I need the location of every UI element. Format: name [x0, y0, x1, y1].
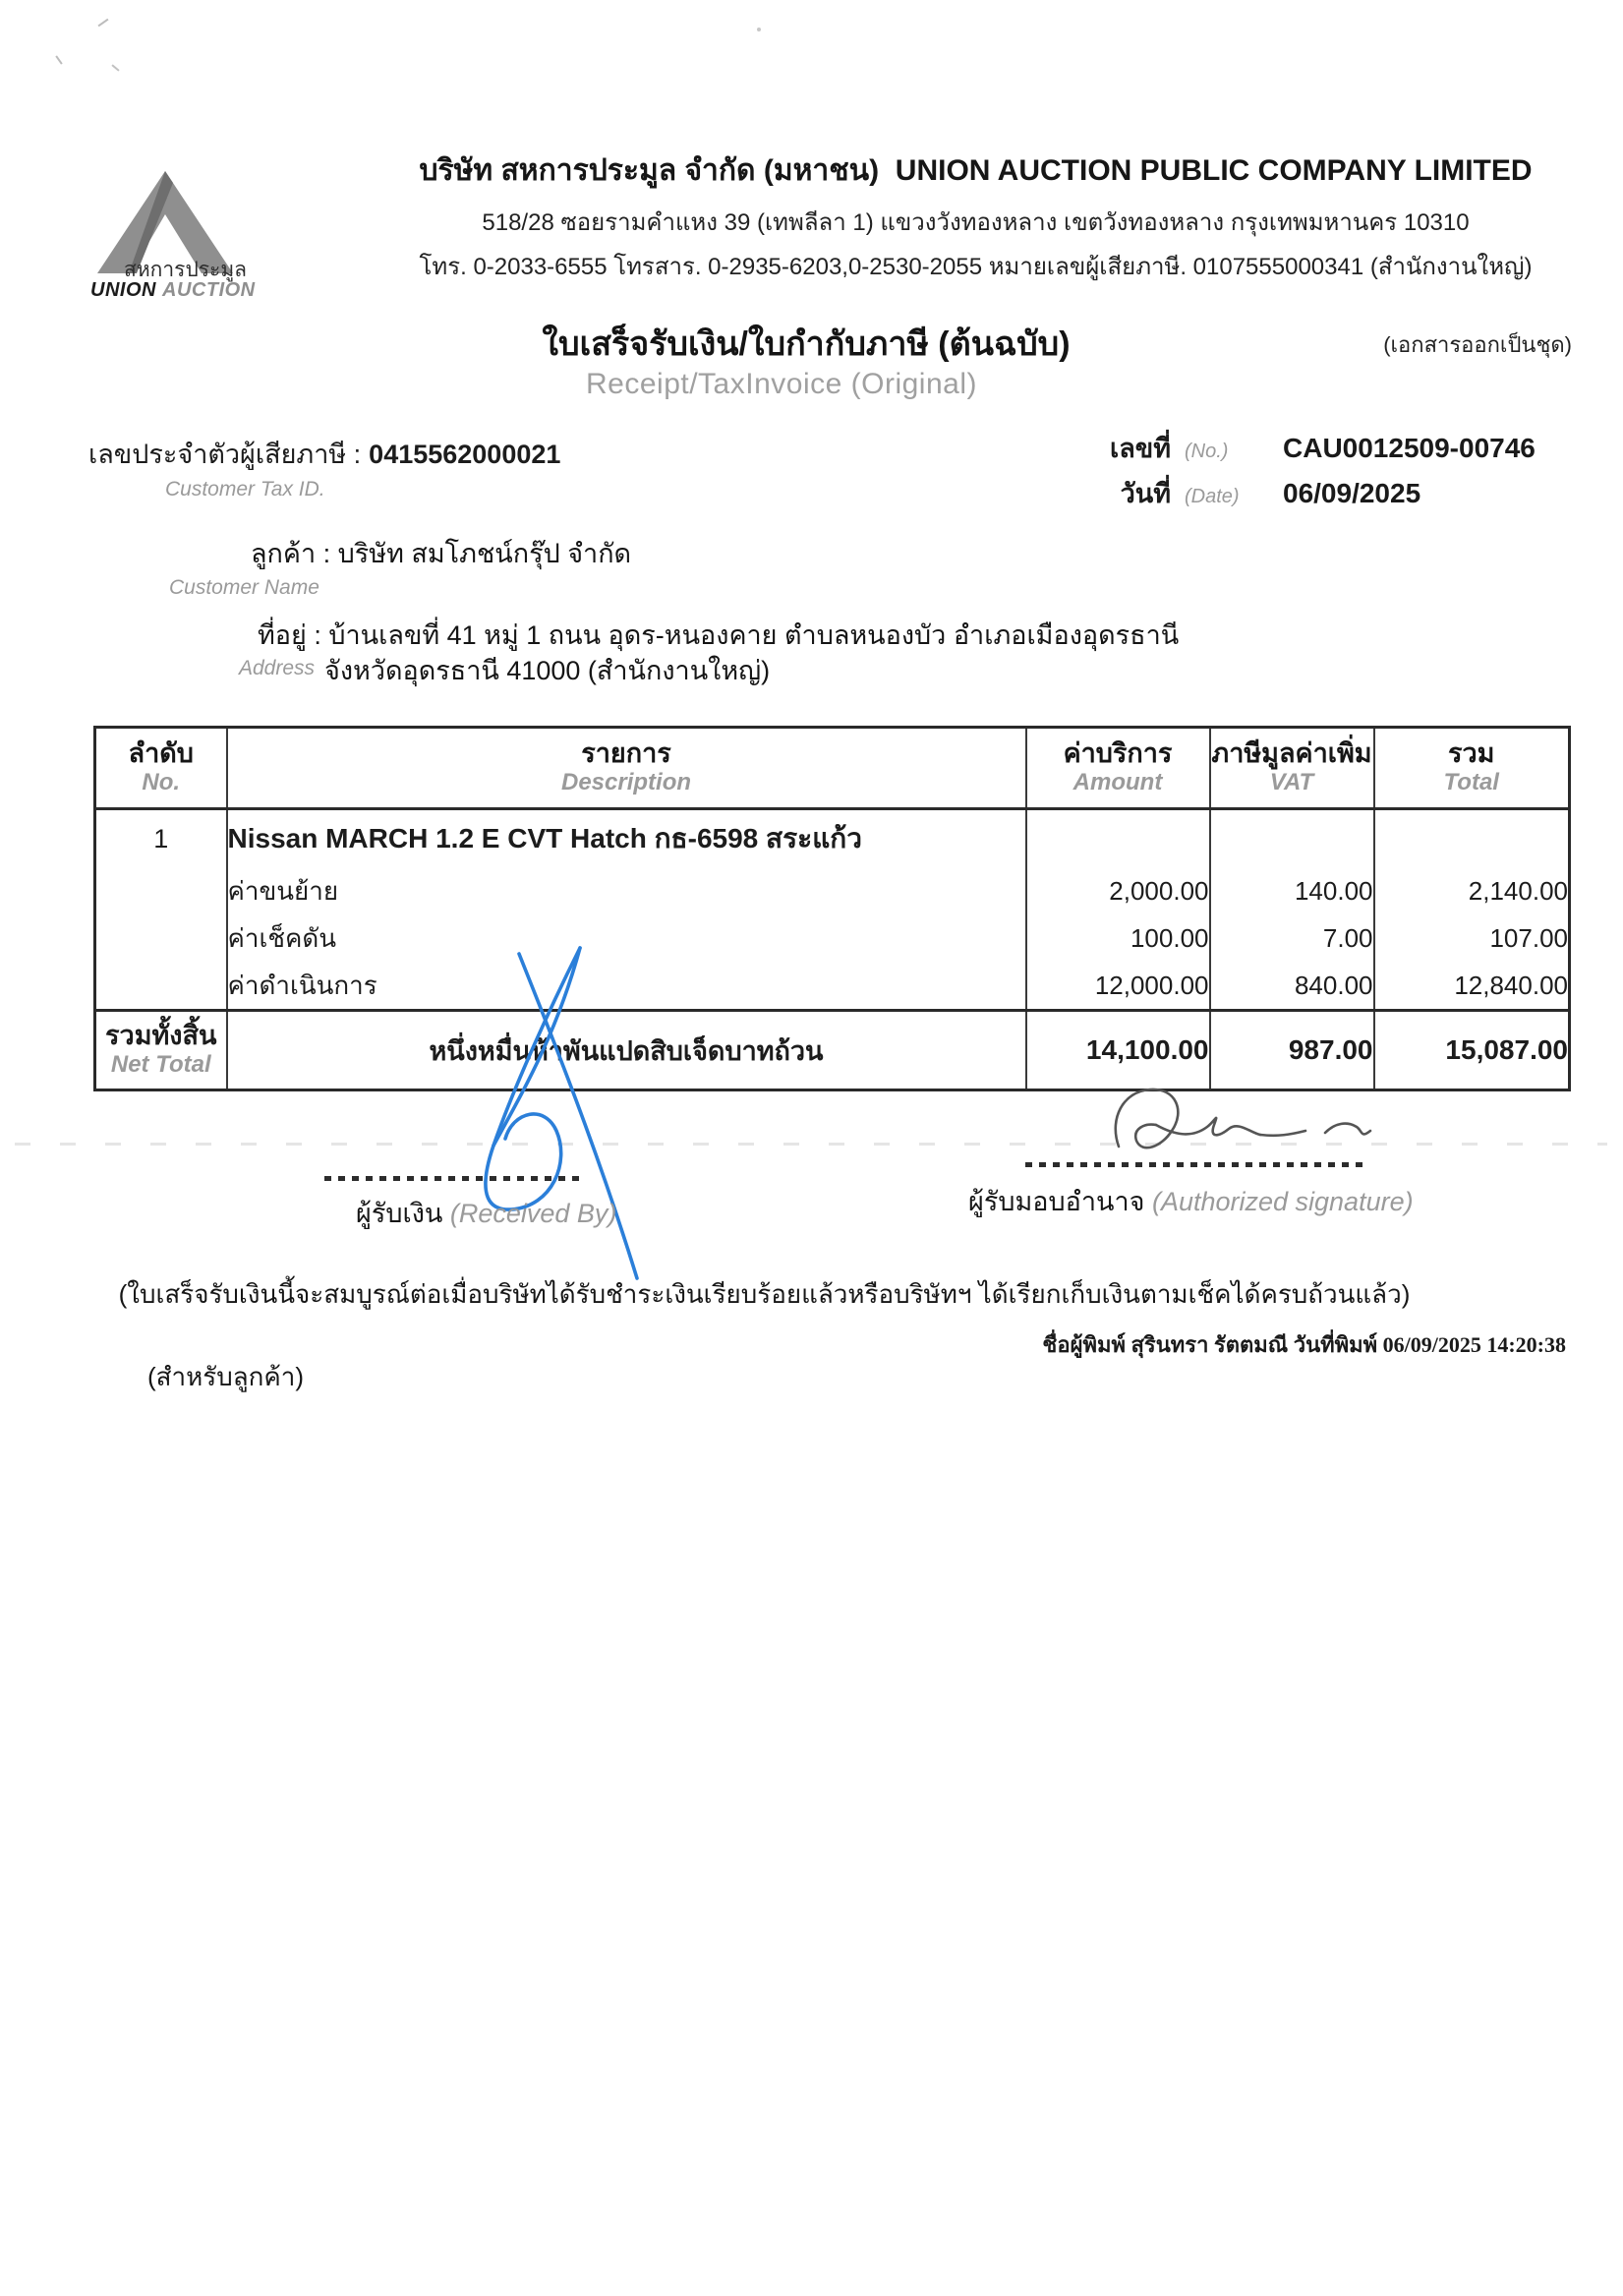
customer-address-label: ที่อยู่ : [258, 620, 321, 650]
company-name-en: UNION AUCTION PUBLIC COMPANY LIMITED [895, 154, 1533, 187]
header-total [1374, 728, 1570, 809]
header-amount-th: ค่าบริการ [1063, 738, 1173, 769]
customer-name-label: ลูกค้า : [251, 539, 331, 568]
received-by-signature-line [324, 1176, 582, 1181]
customer-address-value1: บ้านเลขที่ 41 หมู่ 1 ถนน อุดร-หนองคาย ตำบลหนองบัว อำเภอเมืองอุดรธานี [328, 620, 1180, 650]
invoice-number-label-th: เลขที่ [1109, 434, 1171, 463]
customer-name-value: บริษัท สมโภชน์กรุ๊ป จำกัด [337, 539, 632, 568]
header-description [227, 728, 1026, 809]
customer-name-line [251, 532, 631, 574]
table-row [95, 867, 1570, 914]
table-row [95, 962, 1570, 1011]
company-name [393, 147, 1558, 194]
fee-description: ค่าเช็คดัน [227, 914, 1026, 962]
customer-tax-id-label-en: Customer Tax ID. [165, 478, 325, 500]
for-customer-note: (สำหรับลูกค้า) [147, 1362, 305, 1391]
header-amount-en: Amount [1072, 769, 1163, 796]
logo-auction: AUCTION [162, 279, 256, 301]
fee-total: 107.00 [1374, 914, 1570, 962]
net-total-label [95, 1011, 227, 1090]
customer-address-line2: จังหวัดอุดรธานี 41000 (สำนักงานใหญ่) [324, 656, 771, 685]
received-by-label [356, 1192, 616, 1234]
customer-address-label-en: Address [239, 657, 316, 679]
net-total-label-th: รวมทั้งสิ้น [105, 1021, 217, 1051]
net-amount: 14,100.00 [1026, 1011, 1210, 1090]
received-by-label-en: (Received By) [449, 1199, 617, 1228]
net-total: 15,087.00 [1374, 1011, 1570, 1090]
invoice-number-value: CAU0012509-00746 [1283, 433, 1536, 463]
header-vat-en: VAT [1269, 769, 1314, 796]
empty-cell [95, 962, 227, 1011]
fee-vat: 140.00 [1210, 867, 1374, 914]
empty-cell [1210, 809, 1374, 868]
company-name-th: บริษัท สหการประมูล จำกัด (มหาชน) [419, 154, 880, 187]
fee-total: 2,140.00 [1374, 867, 1570, 914]
invoice-table-header [95, 728, 1570, 809]
fee-description: ค่าดำเนินการ [227, 962, 1026, 1011]
header-no-en: No. [142, 769, 181, 796]
invoice-date-value: 06/09/2025 [1283, 478, 1421, 508]
fee-description: ค่าขนย้าย [227, 867, 1026, 914]
fee-vat: 7.00 [1210, 914, 1374, 962]
fee-amount: 100.00 [1026, 914, 1210, 962]
received-by-label-th: ผู้รับเงิน [356, 1199, 443, 1228]
header-description-th: รายการ [581, 738, 671, 769]
net-total-label-en: Net Total [110, 1050, 211, 1078]
invoice-date-label-th: วันที่ [1120, 479, 1171, 508]
header-no-th: ลำดับ [128, 738, 194, 769]
printed-by-line: ชื่อผู้พิมพ์ สุรินทรา รัตตมณี วันที่พิมพ์ 06/09/2025 14:20:38 [1042, 1332, 1566, 1357]
fee-total: 12,840.00 [1374, 962, 1570, 1011]
fee-vat: 840.00 [1210, 962, 1374, 1011]
logo-union: UNION [90, 279, 156, 301]
scan-artifact [98, 19, 109, 28]
header-amount [1026, 728, 1210, 809]
invoice-number-row [1096, 427, 1536, 469]
item-no: 1 [95, 809, 227, 868]
customer-tax-id [88, 433, 560, 475]
invoice-table [93, 726, 1571, 1091]
table-row [95, 914, 1570, 962]
authorized-signature-line [1025, 1162, 1367, 1167]
customer-tax-id-label: เลขประจำตัวผู้เสียภาษี : [88, 440, 362, 469]
empty-cell [95, 867, 227, 914]
empty-cell [1026, 809, 1210, 868]
invoice-date-row [1096, 472, 1420, 514]
item-title: Nissan MARCH 1.2 E CVT Hatch กธ-6598 สระแก้ว [227, 809, 1026, 868]
fee-amount: 12,000.00 [1026, 962, 1210, 1011]
authorized-label-en: (Authorized signature) [1151, 1187, 1414, 1216]
net-vat: 987.00 [1210, 1011, 1374, 1090]
company-header [393, 147, 1558, 285]
authorized-label [968, 1180, 1414, 1222]
header-total-th: รวม [1448, 738, 1495, 769]
invoice-number-label-en: (No.) [1185, 441, 1229, 462]
net-total-amount-words: หนึ่งหมื่นห้าพันแปดสิบเจ็ดบาทถ้วน [227, 1011, 1026, 1090]
logo-text-thai: สหการประมูล [124, 259, 248, 281]
header-vat-th: ภาษีมูลค่าเพิ่ม [1211, 738, 1372, 769]
copy-set-note: (เอกสารออกเป็นชุด) [1383, 332, 1572, 357]
customer-tax-id-value: 0415562000021 [369, 440, 561, 469]
logo-text-english [90, 279, 256, 302]
invoice-date-label-en: (Date) [1185, 486, 1240, 507]
document-title-th: ใบเสร็จรับเงิน/ใบกำกับภาษี (ต้นฉบับ) [542, 325, 1071, 363]
received-by-signature-scribble [454, 944, 666, 1288]
document-title-en: Receipt/TaxInvoice (Original) [586, 368, 977, 400]
header-vat [1210, 728, 1374, 809]
empty-cell [1374, 809, 1570, 868]
item-title-row [95, 809, 1570, 868]
scan-artifact [111, 64, 119, 71]
header-total-en: Total [1443, 769, 1499, 796]
scan-artifact [55, 55, 62, 64]
company-address: 518/28 ซอยรามคำแหง 39 (เทพลีลา 1) แขวงวังทองหลาง เขตวังทองหลาง กรุงเทพมหานคร 10310 [482, 209, 1470, 236]
header-no [95, 728, 227, 809]
receipt-condition-note: (ใบเสร็จรับเงินนี้จะสมบูรณ์ต่อเมื่อบริษัทได้รับชำระเงินเรียบร้อยแล้วหรือบริษัทฯ ได้เรียกเก็บเงินตามเช็คได้ครบถ้วนแล้ว) [118, 1279, 1411, 1309]
empty-cell [95, 914, 227, 962]
fee-amount: 2,000.00 [1026, 867, 1210, 914]
scan-artifact [757, 28, 761, 31]
authorized-label-th: ผู้รับมอบอำนาจ [968, 1187, 1145, 1216]
header-description-en: Description [560, 769, 692, 796]
company-contact: โทร. 0-2033-6555 โทรสาร. 0-2935-6203,0-2530-2055 หมายเลขผู้เสียภาษี. 0107555000341 (สำนักงานใหญ่) [419, 254, 1533, 280]
customer-name-label-en: Customer Name [169, 576, 319, 599]
